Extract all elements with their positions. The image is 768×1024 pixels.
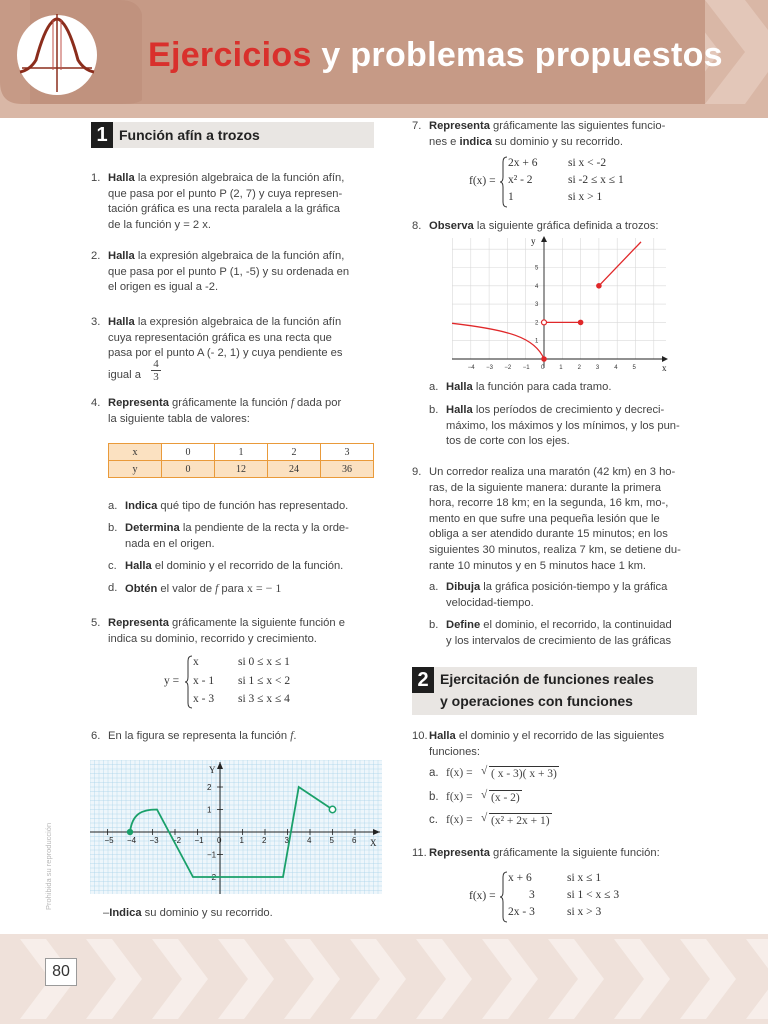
exercise-number: 11. [412,847,427,859]
line: tación gráfica es una recta paralela a la gráfica [108,203,340,216]
piece-condition: si 0 ≤ x ≤ 1 [238,656,290,668]
line: la expresión algebraica de la función afín, [134,172,345,184]
sqrt-icon: √ [481,765,488,777]
x-tick-label: −2 [504,365,512,371]
y-tick-label: 4 [535,283,539,290]
exercise-number: 3. [91,316,101,328]
subitem-b [429,789,520,806]
line: igual a [108,368,141,381]
x-tick-label: 0 [541,365,545,371]
piecewise-function-7 [469,156,689,208]
exercise-number: 7. [412,120,422,132]
line: gráficamente la siguiente función e [168,617,345,629]
exercise-number: 8. [412,220,422,232]
line: de la función y = 2 x. [108,218,211,231]
section-title: Función afín a trozos [119,127,260,143]
table-row [109,444,374,461]
exercise-number: 4. [91,397,101,409]
line: para [218,583,247,595]
x-tick-label: −4 [467,365,475,371]
line: la expresión algebraica de la función afín, [134,250,345,262]
sqrt-icon: √ [481,812,488,824]
dash: – [103,907,110,919]
piece-expression: 3 [529,889,535,901]
page-header [0,0,768,118]
exercise-number: 9. [412,466,422,478]
x-axis-label: X [370,838,377,848]
line: mento en que sufre una pequeña lesión que le [429,512,660,525]
piece-expression: x² - 2 [508,174,533,186]
section-title: Ejercitación de funciones reales [440,671,654,687]
table-cell: 2 [268,444,321,461]
section-number: 1 [91,122,113,148]
subitem-letter: a. [108,500,118,512]
line: indica su dominio, recorrido y crecimiento. [108,632,317,645]
table-cell: 0 [162,444,215,461]
line: su dominio y su recorrido. [141,907,273,919]
y-tick-label: 2 [535,320,539,327]
graph-exercise-8 [452,234,674,374]
function-name: f [290,397,294,409]
x-tick-label: 3 [284,836,289,845]
x-tick-label: 5 [632,365,636,371]
x-tick-label: −2 [172,836,182,845]
y-tick-label: 1 [535,338,539,345]
exercise-number: 10. [412,730,428,742]
x-axis-arrow-icon [662,356,668,362]
closed-endpoint [127,829,133,835]
line: rante 10 minutos y en 5 minutos hace 1 km. [429,559,647,572]
open-endpoint [329,806,335,812]
piece-expression: 2x + 6 [508,157,538,169]
exercise-6-task [103,906,388,922]
piece-condition: si x > 3 [567,906,602,918]
line: En la figura se representa la función [108,730,291,742]
line: el origen es igual a -2. [108,281,219,294]
keyword: Representa [108,397,169,409]
subitem-letter: b. [429,404,439,416]
line: la siguiente tabla de valores: [108,412,250,425]
page-number: 80 [45,958,77,986]
subitem-letter: a. [429,767,439,779]
line: el dominio y el recorrido de las siguientes [455,730,665,742]
radicand: (x² + 2x + 1) [489,813,552,830]
subitem-a [429,765,557,782]
piece-expression: x + 6 [508,872,532,884]
exercise-number: 1. [91,172,101,184]
x-tick-label: 1 [559,365,563,371]
function-curve [452,323,544,359]
copyright-notice: Prohibida su reproducción [44,822,53,910]
page-title [148,36,723,75]
line: ras, de la siguiente manera: durante la primera [429,481,661,494]
subitem-letter: b. [429,791,439,803]
subitem-letter: b. [429,619,439,631]
line: máximo, los máximos y los mínimos, y los pun- [446,419,680,432]
keyword: Obtén [125,583,158,595]
keyword: Dibuja [446,581,481,593]
keyword: Representa [429,847,490,859]
table-row [109,461,374,478]
piecewise-function-5 [164,655,364,709]
y-tick-label: 3 [535,302,539,309]
x-tick-label: 3 [595,365,600,371]
closed-endpoint [541,356,547,362]
subitem-letter: b. [108,522,118,534]
x-tick-label: 2 [262,836,267,845]
piece-condition: si x ≤ 1 [567,872,602,884]
keyword: Halla [108,250,135,262]
keyword: Representa [429,120,490,132]
subitem-letter: c. [108,560,117,572]
section-title: y operaciones con funciones [440,693,633,709]
line: obliga a ser atendido durante 15 minutos; en los [429,528,668,541]
piecewise-lhs: f(x) = [469,175,496,187]
piece-condition: si 1 ≤ x < 2 [238,675,291,687]
keyword: Indica [125,500,158,512]
closed-endpoint [578,320,584,326]
y-tick-label: 5 [535,265,539,272]
x-tick-label: −3 [149,836,159,845]
y-axis-label: Y [209,765,216,775]
function-lhs: f(x) = [446,791,473,803]
subitem-letter: a. [429,581,439,593]
piece-expression: 1 [508,191,514,203]
values-table [108,443,374,478]
table-header-cell: x [109,444,162,461]
exercise-number: 6. [91,730,101,742]
line: cuya representación gráfica es una recta que [108,331,332,344]
line: y los intervalos de crecimiento de las gráficas [446,634,672,647]
piecewise-function-11 [469,871,689,923]
section-1-header [91,122,374,148]
x-tick-label: −1 [194,836,204,845]
line: gráficamente la siguiente función: [489,847,660,859]
table-cell: 12 [215,461,268,478]
math-expression: x = − 1 [246,581,282,595]
x-tick-label: −3 [486,365,493,371]
piece-condition: si 3 ≤ x ≤ 4 [238,693,290,705]
fraction [151,358,161,383]
x-tick-label: 2 [577,365,581,371]
keyword: Representa [108,617,169,629]
keyword: Halla [429,730,456,742]
x-tick-label: 1 [239,836,244,845]
line: el dominio, el recorrido, la continuidad [480,619,672,631]
piece-expression: 2x - 3 [508,906,535,918]
radicand: ( x - 3)( x + 3) [489,766,559,783]
line: siguientes 30 minutos, realiza 7 km, se detiene du- [429,543,681,556]
function-name: f [290,730,294,742]
line: la pendiente de la recta y la orde- [179,522,349,534]
section-number: 2 [412,667,434,693]
keyword: Halla [108,172,135,184]
line: velocidad-tiempo. [446,596,534,609]
line: funciones: [429,745,480,758]
table-cell: 3 [321,444,374,461]
fraction-denominator: 3 [153,370,159,383]
y-tick-label: −2 [207,873,217,882]
keyword: Observa [429,220,474,232]
x-tick-label: 6 [352,836,357,845]
x-axis-label: x [662,363,667,373]
section-2-header [412,667,697,715]
keyword: Determina [125,522,180,534]
table-cell: 24 [268,461,321,478]
exercise-number: 2. [91,250,101,262]
x-tick-label: −1 [522,365,530,371]
fraction-numerator: 4 [151,358,161,371]
line: hora, recorre 18 km; en la segunda, 16 km, mo-, [429,497,669,510]
x-tick-label: −5 [104,836,114,845]
table-cell: 1 [215,444,268,461]
title-rest: y problemas propuestos [311,36,723,74]
page-footer [0,934,768,1024]
line: pasa por el punto A (- 2, 1) y cuya pendiente es [108,347,343,360]
keyword: Halla [108,316,135,328]
closed-endpoint [596,283,602,289]
line: la expresión algebraica de la función afín [134,316,342,328]
function-name: f [215,583,219,595]
piece-expression: x [193,656,199,668]
line: qué tipo de función has representado. [157,500,349,512]
line: la función para cada tramo. [472,381,612,393]
function-lhs: f(x) = [446,814,473,826]
y-tick-label: 2 [207,783,212,792]
x-tick-label: 5 [329,836,334,845]
keyword: Halla [446,381,473,393]
table-cell: 0 [162,461,215,478]
title-accent: Ejercicios [148,36,312,74]
y-axis-label: y [531,236,536,246]
function-segment [599,242,641,286]
keyword: Indica [109,907,142,919]
piecewise-lhs: y = [164,675,180,687]
keyword: Halla [125,560,152,572]
y-tick-label: −1 [207,850,217,860]
line: gráficamente las siguientes funcio- [489,120,666,132]
open-endpoint [542,320,547,325]
piecewise-lhs: f(x) = [469,890,496,902]
piece-condition: si -2 ≤ x ≤ 1 [568,174,624,186]
x-tick-label: −4 [127,836,137,845]
line: Un corredor realiza una maratón (42 km) en 3 ho- [429,466,676,478]
line: . [293,730,297,742]
graph-exercise-6 [90,760,382,894]
line: el dominio y el recorrido de la función. [151,560,344,572]
piece-condition: si 1 < x ≤ 3 [567,889,620,901]
piece-condition: si x < -2 [568,157,607,169]
exercise-number: 5. [91,617,101,629]
line: que pasa por el punto P (2, 7) y cuya represen- [108,187,343,200]
subitem-letter: a. [429,381,439,393]
line: tos de corte con los ejes. [446,435,570,448]
table-cell: 36 [321,461,374,478]
line: nes e [429,135,460,148]
line: los períodos de crecimiento y decreci- [472,404,665,416]
function-lhs: f(x) = [446,767,473,779]
x-tick-label: 4 [614,365,618,371]
line: nada en el origen. [125,537,215,550]
line: que pasa por el punto P (1, -5) y su ordenada en [108,265,350,278]
keyword: indica [459,135,492,148]
footer-pattern [0,934,768,1024]
line: la gráfica posición-tiempo y la gráfica [480,581,668,593]
keyword: Define [446,619,481,631]
subitem-letter: c. [429,814,438,826]
radicand: (x - 2) [489,790,522,807]
piece-expression: x - 1 [193,675,215,687]
line: su dominio y su recorrido. [491,135,624,148]
graph-background [90,760,382,894]
keyword: Halla [446,404,473,416]
line: la siguiente gráfica definida a trozos: [473,220,659,232]
sqrt-icon: √ [481,789,488,801]
y-tick-label: 1 [207,805,212,815]
x-tick-label: 4 [307,836,312,845]
piece-expression: x - 3 [193,693,215,705]
line: el valor de [157,583,216,595]
piece-condition: si x > 1 [568,191,603,203]
x-tick-label: 0 [217,836,222,845]
y-axis-arrow-icon [541,236,547,242]
table-header-cell: y [109,461,162,478]
subitem-c [429,812,550,829]
line: dada por [293,397,342,409]
line: gráficamente la función [168,397,291,409]
subitem-letter: d. [108,582,118,594]
